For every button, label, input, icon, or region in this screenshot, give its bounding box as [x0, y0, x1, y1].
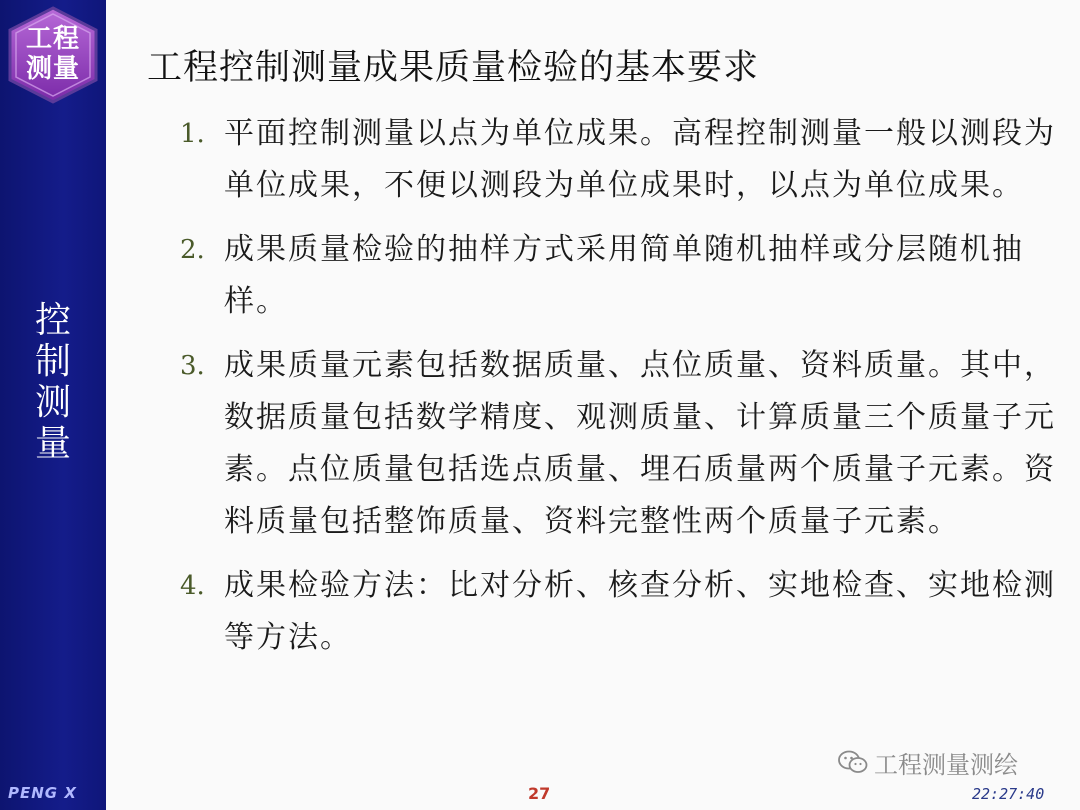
list-item — [180, 108, 1080, 212]
vertical-title-char: 控 — [34, 300, 71, 341]
page-number: 27 — [528, 784, 551, 803]
vertical-title-char: 测 — [34, 382, 71, 423]
watermark — [838, 746, 1018, 778]
list-item — [180, 560, 1080, 664]
vertical-title-char: 制 — [34, 341, 71, 382]
logo-badge — [6, 6, 100, 104]
sidebar — [0, 0, 106, 810]
item-number: 2. — [180, 235, 205, 265]
clock-time: 22:27:40 — [972, 785, 1045, 803]
watermark-text: 工程测量测绘 — [874, 750, 1018, 779]
item-text: 平面控制测量以点为单位成果。高程控制测量一般以测段为单位成果，不便以测段为单位成果时，以点为单位成果。 — [224, 116, 1056, 203]
item-number: 3. — [180, 351, 205, 381]
item-number: 1. — [180, 119, 205, 149]
slide-title: 工程控制测量成果质量检验的基本要求 — [147, 48, 760, 88]
wechat-icon — [838, 749, 868, 775]
logo-line-2: 测量 — [25, 54, 80, 84]
author-label: PENG X — [8, 784, 77, 802]
item-number: 4. — [180, 571, 205, 601]
vertical-section-title — [0, 300, 106, 464]
item-text: 成果质量检验的抽样方式采用简单随机抽样或分层随机抽样。 — [224, 232, 1024, 319]
list-item — [180, 340, 1080, 548]
logo-line-1: 工程 — [25, 24, 80, 54]
requirement-list — [180, 108, 1080, 676]
item-text: 成果检验方法：比对分析、核查分析、实地检查、实地检测等方法。 — [224, 568, 1056, 655]
item-text: 成果质量元素包括数据质量、点位质量、资料质量。其中，数据质量包括数学精度、观测质量、计算质量三个质量子元素。点位质量包括选点质量、埋石质量两个质量子元素。资料质量包括整饰质量、资料完整性两个质量子元素。 — [224, 348, 1056, 539]
vertical-title-char: 量 — [34, 423, 71, 464]
list-item — [180, 224, 1080, 328]
